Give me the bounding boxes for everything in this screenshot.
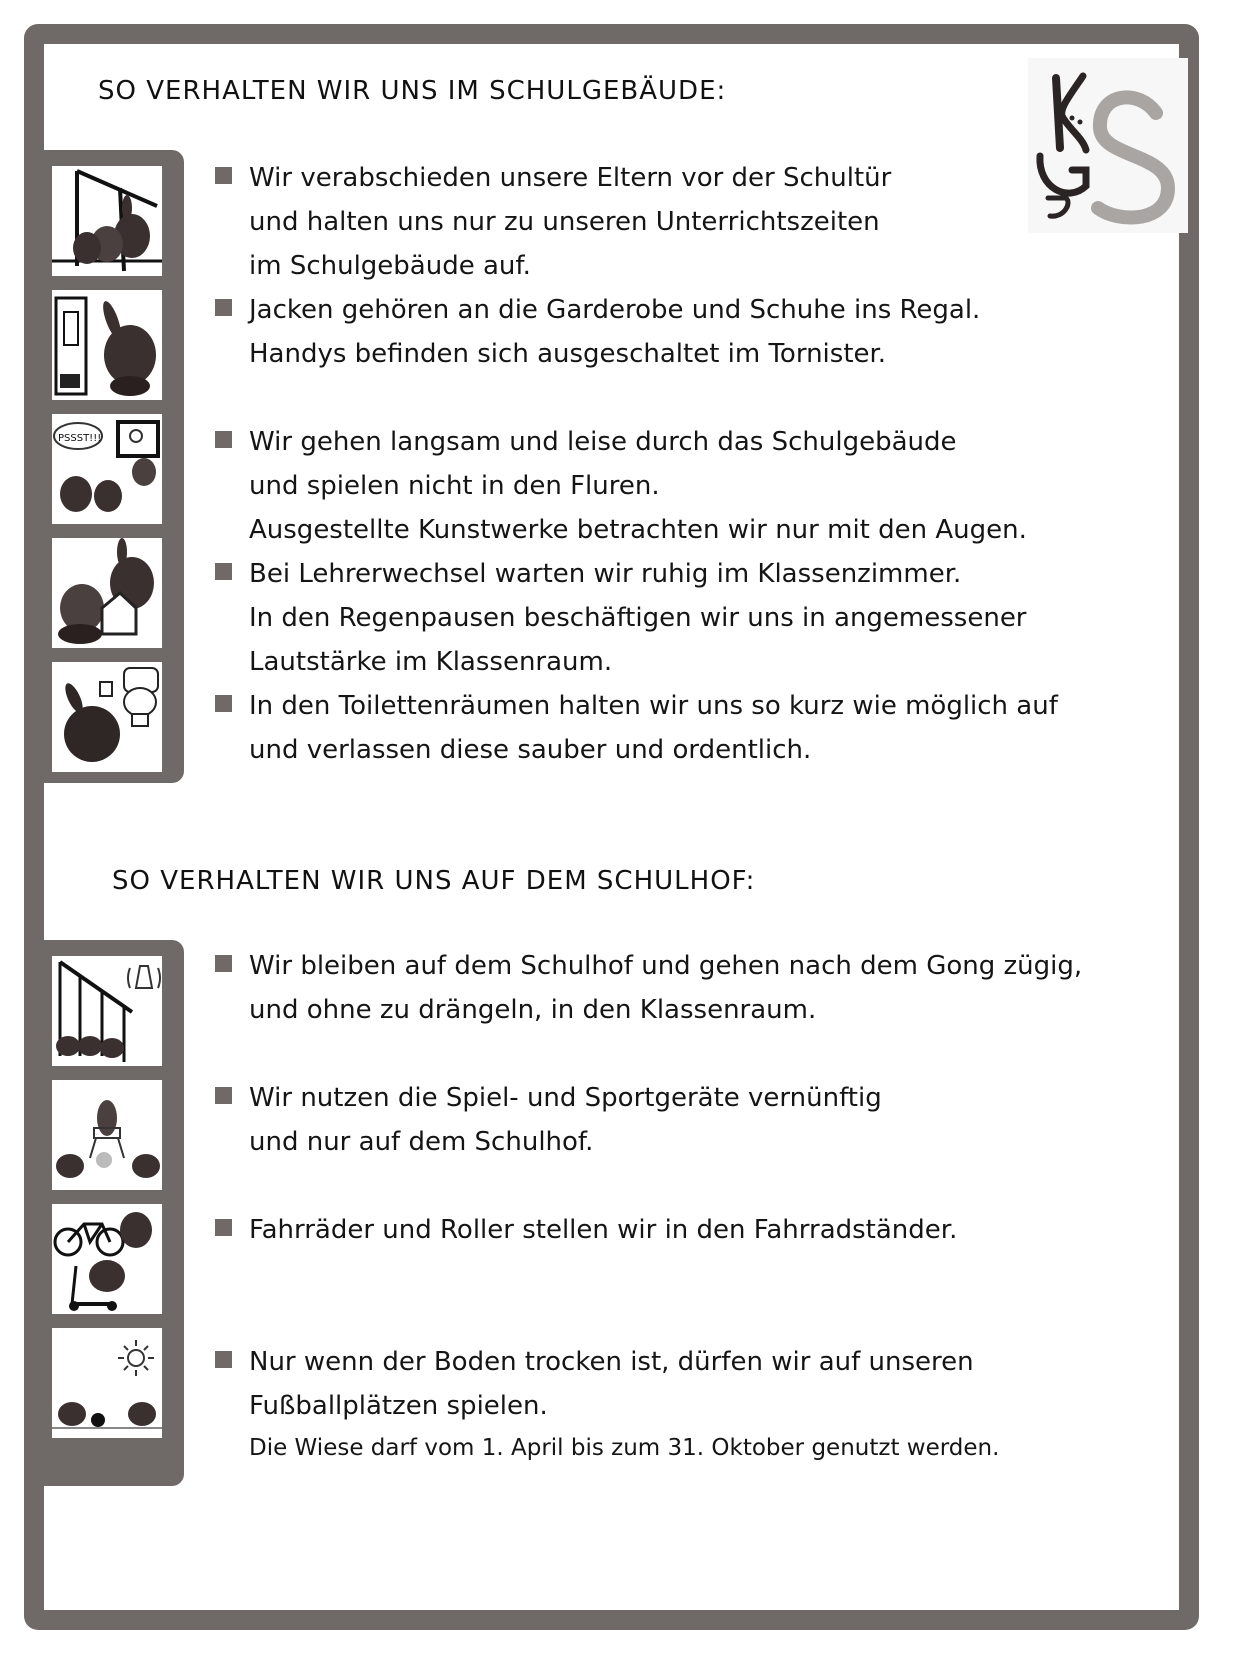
rule-text: In den Regenpausen beschäftigen wir uns in angemessener (249, 603, 1027, 633)
rule-text: Ausgestellte Kunstwerke betrachten wir nur mit den Augen. (249, 515, 1027, 545)
svg-text:PSSST!!!: PSSST!!! (58, 433, 102, 444)
rule-note: Die Wiese darf vom 1. April bis zum 31. Oktober genutzt werden. (249, 1435, 1000, 1461)
quiet-rabbits-icon (52, 414, 162, 524)
wardrobe-rabbit-icon (52, 290, 162, 400)
rule-text: Lautstärke im Klassenraum. (249, 647, 613, 677)
rule-text: Wir verabschieden unsere Eltern vor der Schultür (249, 163, 892, 193)
toilet-rabbit-icon (52, 662, 162, 772)
rule-text: und nur auf dem Schulhof. (249, 1127, 594, 1157)
rule-text: Fahrräder und Roller stellen wir in den Fahrradständer. (249, 1215, 958, 1245)
bullet-square (215, 431, 232, 448)
bullet-square (215, 695, 232, 712)
bullet-square (215, 299, 232, 316)
rule-text: Nur wenn der Boden trocken ist, dürfen wir auf unseren (249, 1347, 974, 1377)
bullet-square (215, 1087, 232, 1104)
football-sun-icon (52, 1328, 162, 1438)
icon-strip-building (44, 150, 184, 783)
rule-text: Wir nutzen die Spiel- und Sportgeräte vernünftig (249, 1083, 882, 1113)
rule-text: Wir bleiben auf dem Schulhof und gehen nach dem Gong zügig, (249, 951, 1083, 981)
bullet-square (215, 1351, 232, 1368)
rule-text: Fußballplätzen spielen. (249, 1391, 548, 1421)
rule-text: Jacken gehören an die Garderobe und Schuhe ins Regal. (249, 295, 981, 325)
icon-strip-schoolyard (44, 940, 184, 1486)
bullet-square (215, 563, 232, 580)
bullet-square (215, 1219, 232, 1236)
rule-text: und ohne zu drängeln, in den Klassenraum. (249, 995, 817, 1025)
bike-scooter-icon (52, 1204, 162, 1314)
section-title-schoolyard: SO VERHALTEN WIR UNS AUF DEM SCHULHOF: (112, 866, 756, 896)
bullet-square (215, 955, 232, 972)
rule-text: In den Toilettenräumen halten wir uns so kurz wie möglich auf (249, 691, 1058, 721)
rule-text: und verlassen diese sauber und ordentlich. (249, 735, 812, 765)
rule-text: und spielen nicht in den Fluren. (249, 471, 660, 501)
rule-text: Bei Lehrerwechsel warten wir ruhig im Klassenzimmer. (249, 559, 962, 589)
bullet-square (215, 167, 232, 184)
rule-text: Handys befinden sich ausgeschaltet im Tornister. (249, 339, 887, 369)
gong-stairs-icon (52, 956, 162, 1066)
rule-text: im Schulgebäude auf. (249, 251, 531, 281)
stairs-rabbits-icon (52, 166, 162, 276)
rule-text: Wir gehen langsam und leise durch das Schulgebäude (249, 427, 957, 457)
rule-text: und halten uns nur zu unseren Unterrichtszeiten (249, 207, 880, 237)
sports-rabbits-icon (52, 1080, 162, 1190)
section-title-building: SO VERHALTEN WIR UNS IM SCHULGEBÄUDE: (98, 76, 727, 106)
waiting-rabbits-icon (52, 538, 162, 648)
